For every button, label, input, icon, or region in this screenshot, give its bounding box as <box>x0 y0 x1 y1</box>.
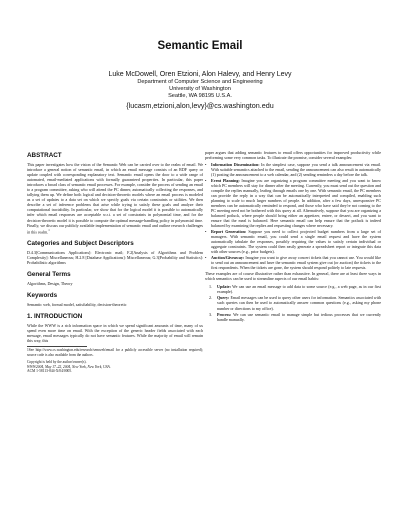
item-text: We can use an email message to add data to some source (e.g., a web page, as in our first example). <box>217 283 381 294</box>
author-names: Luke McDowell, Oren Etzioni, Alon Halevy, and Henry Levy <box>108 71 292 78</box>
item-number: 1. <box>209 283 213 289</box>
footnote: 1See http://www.cs.washington.edu/research/semweb/email for a publicly accessible server (no installation required); source code is also available from the authors. <box>27 348 203 357</box>
keywords-heading: Keywords <box>27 292 58 300</box>
copyright-block <box>27 360 203 373</box>
paper-title: Semantic Email <box>157 40 243 52</box>
abstract-footnote-mark: 1 <box>48 227 50 232</box>
keywords-text: Semantic web, formal model, satisfiability, decision-theoretic <box>27 302 127 308</box>
abstract-body: This paper investigates how the vision of the Semantic Web can be carried over to the realm of email. We introduce a general notion of semantic email, in which an email message consists of an RDF query or update coupled with corresponding explanatory text. Semantic email opens the door to a wide range of automated, email-mediated applications with formally guaranteed properties. In particular, this paper introduces a broad class of semantic email processes. For example, consider the process of sending an email to a program committee, asking who will attend the PC dinner, automatically collecting the responses, and tallying them up. We define both logical and decision-theoretic models where an email process is modeled as a set of updates to a data set on which we specify goals via certain constraints or utilities. We then describe a set of inference problems that arise while trying to satisfy these goals and analyze their computational tractability. In particular, we show that for the logical model it is possible to automatically infer which email responses are acceptable w.r.t. a set of constraints in polynomial time, and for the decision-theoretic model it is possible to compute the optimal message-handling policy in polynomial time. Finally, we discuss our publicly available implementation of semantic email and outline research challenges in this realm. <box>27 162 203 234</box>
item-term: Update: <box>217 283 231 289</box>
copyright-line-2: WWW2004, May 17–22, 2004, New York, New York, USA. <box>27 364 111 369</box>
item-term: Query: <box>217 295 230 301</box>
categories-heading: Categories and Subject Descriptors <box>27 240 134 247</box>
author-emails: {lucasm,etzioni,alon,levy}@cs.washington.edu <box>126 101 274 110</box>
bullet-text: Suppose you need to collect projected budget numbers from a large set of managers. With semantic email, you could send a single email request and have the system automatically tabulate the responses, possibly requiring the values to satisfy certain individual or aggregate constraints. The system could then easily generate a spreadsheet report or integrate this data with other sources (e.g., prior budgets). <box>211 228 381 255</box>
bullet-term: Report Generation: <box>211 228 247 234</box>
item-text: We can use semantic email to manage simple but tedious processes that we currently handle manually. <box>217 311 381 323</box>
numbered-item-process <box>205 312 381 322</box>
left-column <box>27 152 203 373</box>
bullet-text: In the simplest case, suppose you send a talk announcement via email. With suitable semantics attached to the email, sending the announcement can also result in automatically (1) posting the announcement to a web calendar, and (2) sending reminders a day before the talk. <box>211 162 381 178</box>
bullet-term: Event Planning: <box>211 177 240 183</box>
bullet-text: Imagine you want to give away concert tickets that you cannot use. You would like to send out an announcement and have the semantic email system give out (or auction) the tickets to the first respondents. When the tickets are gone, the system should respond politely to late requests. <box>211 254 381 270</box>
intro-continued: paper argues that adding semantic features to email offers opportunities for improved productivity while performing some very common tasks. To illustrate the promise, consider several examples: <box>205 150 381 161</box>
general-terms-heading: General Terms <box>27 271 71 279</box>
item-number: 2. <box>209 295 213 301</box>
categories-text: D.4.3[Communications Applications]: Electronic mail; F.2[Analysis of Algorithms and Problem Complexity]: Miscellaneous; H.2.8 [Database Applications]: Miscellaneous; G.3[Probability and Statistics]: Probabilistic algorithms <box>27 250 203 266</box>
affiliation-city: Seattle, WA 98195 U.S.A. <box>168 93 232 99</box>
numbered-item-query <box>205 295 381 310</box>
bullet-event-planning <box>205 178 381 228</box>
item-number: 3. <box>209 311 213 317</box>
intro-text: While the WWW is a rich information space in which we spend significant amounts of time, many of us spend even more time on email. With the exception of the generic header fields associated with each message, email messages typically do not have semantic features. While the majority of email will remain this way, this <box>27 323 203 344</box>
author-block <box>0 71 400 110</box>
bullet-auction-giveaway <box>205 255 381 270</box>
copyright-line-1: Copyright is held by the author/owner(s). <box>27 360 87 365</box>
right-column <box>205 150 381 323</box>
bullet-information-dissemination <box>205 162 381 177</box>
general-terms-text: Algorithms, Design, Theory <box>27 281 73 287</box>
intro-heading: 1. INTRODUCTION <box>27 313 83 321</box>
bullet-term: Auction/Giveaway: <box>211 254 245 260</box>
bullet-report-generation <box>205 229 381 254</box>
abstract-heading: ABSTRACT <box>27 152 62 159</box>
affiliation-university: University of Washington <box>169 86 231 92</box>
bullet-term: Information Dissemination: <box>211 162 260 168</box>
item-text: Email messages can be used to query other users for information. Semantics associated with such queries can then be used to automatically answer common questions (e.g., asking my phone number or directions to my office). <box>217 295 381 311</box>
abstract-text <box>27 162 203 234</box>
numbered-item-update <box>205 284 381 294</box>
after-bullets-text: These examples are of course illustrative rather than exhaustive. In general, there are at least three ways in which semantics can be used to streamline aspects of our email habits: <box>205 270 381 281</box>
footnote-rule <box>27 346 87 347</box>
bullet-text: Imagine you are organizing a program committee meeting and you want to know which PC members will stay for dinner after the meeting. Currently, you must send out the question and compile the replies manually, leafing through emails one by one. With semantic email, the PC members can provide the reply in a way that can be automatically interpreted and compiled, enabling such planning to scale to much larger numbers of people. In addition, after a few days, unresponsive PC members can be automatically reminded to respond, and those who have said they're not coming to the PC meeting need not be bothered with this query at all. Alternatively, suppose that you are organizing a balanced potluck, where people should bring either an appetizer, entree, or dessert, and you want to ensure that the meal is balanced. Here semantic email can help ensure that the potluck is indeed balanced by examining the replies and requesting changes where necessary. <box>211 177 381 229</box>
item-term: Process: <box>217 311 232 317</box>
copyright-line-3: ACM 1-58113-844-X/04/0005. <box>27 369 72 374</box>
affiliation-department: Department of Computer Science and Engineering <box>137 79 263 85</box>
